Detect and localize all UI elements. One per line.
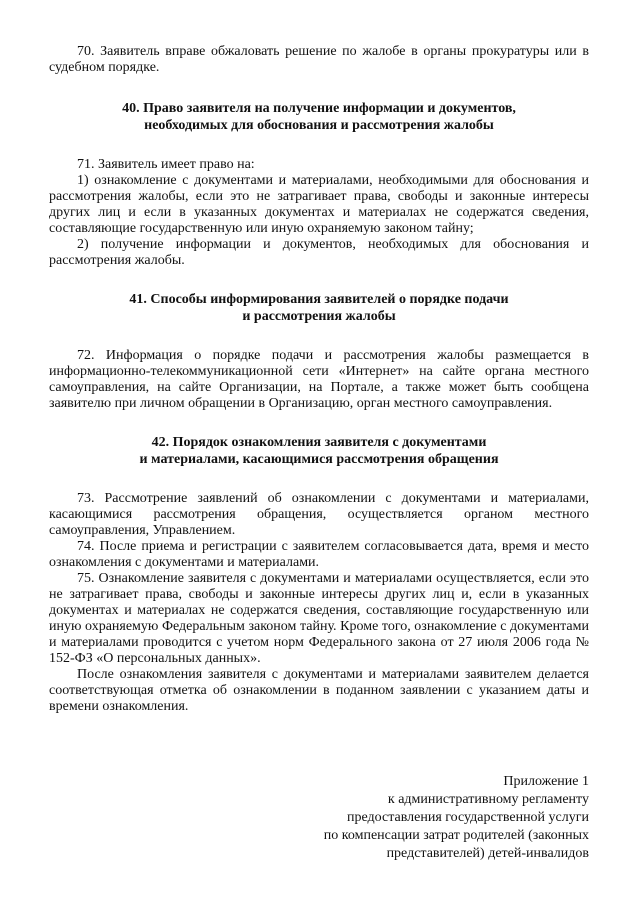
appendix-line-2: к административному регламенту [387,792,589,807]
heading-41-line1: 41. Способы информирования заявителей о порядке подачи [129,292,509,307]
heading-40 [49,100,589,134]
heading-40-line1: 40. Право заявителя на получение информации и документов, [122,101,516,116]
heading-41 [49,291,589,325]
heading-42-line2: и материалами, касающимися рассмотрения обращения [139,452,499,467]
appendix-line-3: предоставления государственной услуги [347,810,589,825]
paragraph-70: 70. Заявитель вправе обжаловать решение по жалобе в органы прокуратуры или в судебном порядке. [49,44,589,75]
paragraph-71-item-2: 2) получение информации и документов, необходимых для обоснования и рассмотрения жалобы. [49,237,589,268]
appendix-title: Приложение 1 [503,774,589,789]
paragraph-71-intro: 71. Заявитель имеет право на: [77,157,255,172]
heading-42 [49,434,589,468]
paragraph-75-followup: После ознакомления заявителя с документами и материалами заявителем делается соответствующая отметка об ознакомлении в поданном заявлении с указанием даты и времени ознакомления. [49,667,589,714]
paragraph-75: 75. Ознакомление заявителя с документами и материалами осуществляется, если это не затрагивает права, свободы и законные интересы других лиц и, если в указанных документах и материалах не содержатся сведения, составляющие государственную или иную охраняемую Федеральным законом тайну. Кроме того, ознакомление с документами и материалами проводится с учетом норм Федерального закона от 27 июля 2006 года № 152-ФЗ «О персональных данных». [49,571,589,666]
paragraph-73: 73. Рассмотрение заявлений об ознакомлении с документами и материалами, касающимися рассмотрения обращения, осуществляется органом местного самоуправления, Управлением. [49,491,589,538]
heading-40-line2: необходимых для обоснования и рассмотрения жалобы [144,118,494,133]
paragraph-72: 72. Информация о порядке подачи и рассмотрения жалобы размещается в информационно-телекоммуникационной сети «Интернет» на сайте органа местного самоуправления, на сайте Организации, на Портале, а также может быть сообщена заявителю при личном обращении в Организацию, орган местного самоуправления. [49,348,589,411]
paragraph-71-item-1: 1) ознакомление с документами и материалами, необходимыми для обоснования и рассмотрения жалобы, если это не затрагивает права, свободы и законные интересы других лиц и если в указанных документах и материалах не содержатся сведения, составляющие государственную или иную охраняемую законом тайну; [49,173,589,236]
appendix-reference [289,773,589,863]
paragraph-74: 74. После приема и регистрации с заявителем согласовывается дата, время и место ознакомления с документами и материалами. [49,539,589,570]
heading-42-line1: 42. Порядок ознакомления заявителя с документами [151,435,487,450]
heading-41-line2: и рассмотрения жалобы [242,309,396,324]
appendix-line-5: представителей) детей-инвалидов [386,846,589,861]
appendix-line-4: по компенсации затрат родителей (законных [323,828,589,843]
document-page [49,0,589,715]
